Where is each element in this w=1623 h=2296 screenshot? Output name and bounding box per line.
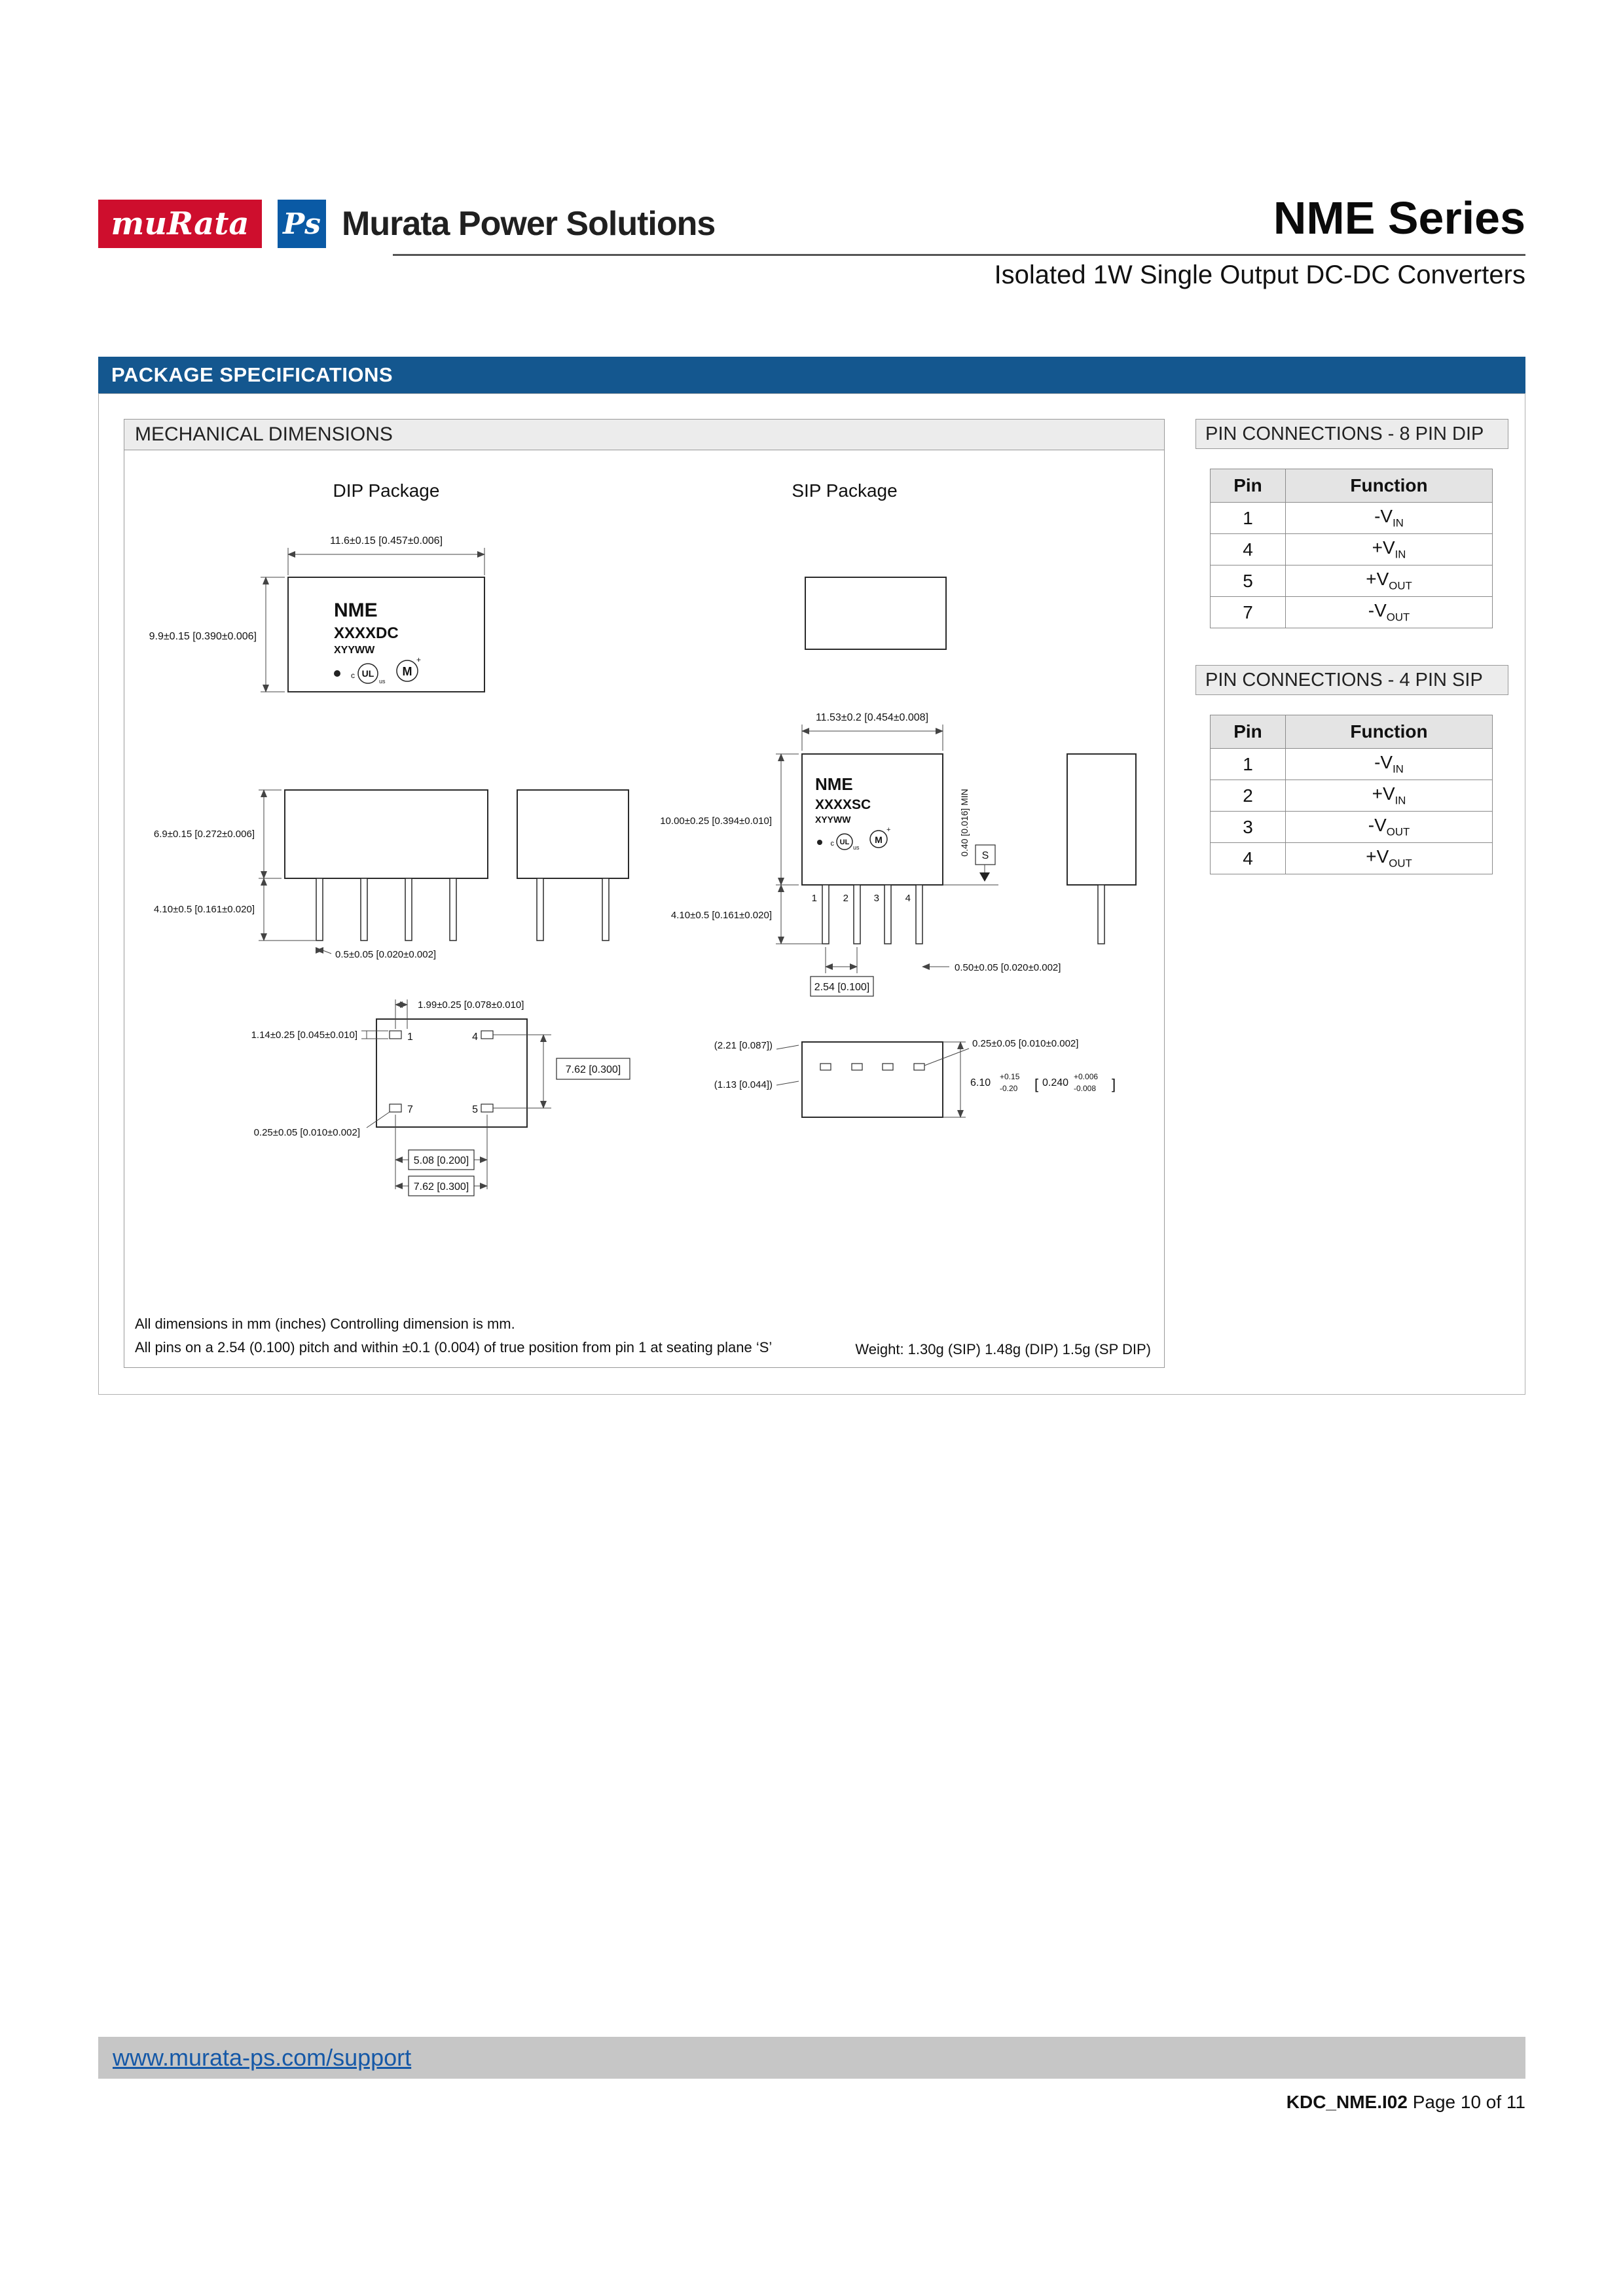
- sip-tol-mm: 6.10: [970, 1077, 991, 1088]
- pin-connections-dip-header: [1195, 419, 1508, 449]
- sip-part-line1: NME: [815, 774, 853, 794]
- sip-tol-inch-plus: +0.006: [1074, 1072, 1099, 1081]
- sip-pin-3-label: 3: [873, 893, 879, 904]
- dip-part-line3: XYYWW: [334, 645, 375, 656]
- series-subtitle: Isolated 1W Single Output DC-DC Converters: [994, 260, 1525, 289]
- table-row: [1211, 780, 1493, 812]
- mechanical-dimensions-header: [124, 420, 1164, 450]
- sip-murata-m-mark: M: [875, 834, 883, 845]
- dip-dim-pitch2: 5.08 [0.200]: [413, 1155, 469, 1166]
- sip-ul-us-mark: us: [853, 844, 860, 851]
- page-header: [98, 200, 715, 248]
- pin-function: $+V_{IN}$: [1286, 780, 1493, 812]
- dip-package-label: DIP Package: [333, 480, 440, 501]
- sip-tol-bracket-open: [: [1034, 1076, 1039, 1092]
- page-info: [1286, 2092, 1525, 2113]
- table-header-row: [1211, 715, 1493, 749]
- table-row: [1211, 503, 1493, 534]
- table-row: [1211, 812, 1493, 843]
- pin-number: 1: [1211, 749, 1286, 780]
- pin-number: 2: [1211, 780, 1286, 812]
- sip-side-view: [1067, 754, 1136, 944]
- footer-bar: [98, 2037, 1525, 2079]
- pin-connections-dip-table: [1210, 469, 1493, 628]
- ul-us-mark: us: [379, 678, 386, 685]
- dip-part-line1: NME: [334, 600, 378, 621]
- pin-connections-sip-header: [1195, 665, 1508, 695]
- sip-tol-mm-minus: -0.20: [1000, 1084, 1018, 1093]
- sip-dim-pitch: 2.54 [0.100]: [814, 982, 870, 993]
- sip-package-label: SIP Package: [792, 480, 898, 501]
- dip-dim-body-height: 6.9±0.15 [0.272±0.006]: [153, 829, 255, 840]
- dip-pin-4-label: 4: [472, 1031, 478, 1043]
- pin-number: 5: [1211, 565, 1286, 597]
- table-header-row: [1211, 469, 1493, 503]
- drawing-notes: [135, 1312, 1154, 1359]
- dip-pin-1-label: 1: [407, 1031, 413, 1043]
- sip-pin-4-label: 4: [905, 893, 911, 904]
- dip-part-line2: XXXXDC: [334, 624, 399, 642]
- ul-c-mark: c: [351, 671, 355, 680]
- mechanical-dimensions-title: MECHANICAL DIMENSIONS: [135, 423, 393, 445]
- power-solutions-ps-logo: [278, 200, 326, 248]
- sip-bottom-view: [714, 1038, 1116, 1117]
- dip-bottom-view: [251, 999, 630, 1196]
- sip-ul-mark: UL: [839, 838, 850, 846]
- murata-logo-text: muRata: [111, 206, 249, 242]
- sip-pin-1-label: 1: [811, 893, 817, 904]
- pin-number: 4: [1211, 534, 1286, 565]
- seating-plane-label: S: [981, 850, 989, 861]
- table-row: [1211, 565, 1493, 597]
- dip-dim-pad-height: 1.14±0.25 [0.045±0.010]: [251, 1030, 357, 1041]
- pin-function: $-V_{OUT}$: [1286, 597, 1493, 628]
- weight-note: Weight: 1.30g (SIP) 1.48g (DIP) 1.5g (SP DIP): [855, 1341, 1151, 1357]
- dip-dim-pin-length: 4.10±0.5 [0.161±0.020]: [153, 904, 255, 915]
- table-row: [1211, 597, 1493, 628]
- murata-plus-mark: +: [416, 655, 422, 664]
- note-dimensions: All dimensions in mm (inches) Controlling dimension is mm.: [135, 1316, 515, 1332]
- dip-dim-pad-thickness: 0.25±0.05 [0.010±0.002]: [253, 1127, 360, 1138]
- pin-number: 4: [1211, 843, 1286, 874]
- sip-dim-pad-x: (1.13 [0.044]): [714, 1079, 773, 1090]
- doc-id: KDC_NME.I02: [1286, 2092, 1408, 2112]
- pin-function: $+V_{IN}$: [1286, 534, 1493, 565]
- sip-top-view: [805, 577, 946, 649]
- dip-dim-row-space: 7.62 [0.300]: [565, 1064, 621, 1075]
- sip-ul-c-mark: c: [830, 840, 834, 848]
- pin-column-header: Pin: [1211, 715, 1286, 749]
- pin-number: 7: [1211, 597, 1286, 628]
- pin-connections-sip-title: PIN CONNECTIONS - 4 PIN SIP: [1205, 670, 1483, 691]
- table-row: [1211, 749, 1493, 780]
- sip-tol-inch: 0.240: [1042, 1077, 1069, 1088]
- dip-front-view: [154, 790, 488, 960]
- dip-dim-width: 11.6±0.15 [0.457±0.006]: [329, 535, 443, 547]
- sip-part-line3: XYYWW: [815, 814, 851, 825]
- pin-connections-dip-title: PIN CONNECTIONS - 8 PIN DIP: [1205, 423, 1484, 444]
- pin-connections-dip-section: [1195, 419, 1508, 628]
- sip-dim-pin-length: 4.10±0.5 [0.161±0.020]: [670, 910, 772, 921]
- dip-dim-row2: 7.62 [0.300]: [413, 1181, 469, 1193]
- murata-logo: [98, 200, 262, 248]
- sip-front-view: [660, 712, 1061, 996]
- sip-dim-width: 11.53±0.2 [0.454±0.008]: [815, 712, 929, 723]
- sip-part-line2: XXXXSC: [815, 797, 871, 812]
- sip-dim-pad-y: (2.21 [0.087]): [714, 1040, 773, 1051]
- series-title: NME Series: [1273, 192, 1525, 243]
- mechanical-drawing: [124, 450, 1164, 1294]
- sip-tol-bracket-close: ]: [1112, 1076, 1116, 1092]
- dip-dim-pad: 1.99±0.25 [0.078±0.010]: [418, 999, 524, 1011]
- pin-function: $-V_{IN}$: [1286, 749, 1493, 780]
- seating-plane-triangle-icon: [979, 872, 990, 882]
- package-specifications-banner: [98, 357, 1525, 393]
- dip-side-view: [517, 790, 629, 941]
- ul-mark: UL: [361, 668, 374, 679]
- sip-tol-inch-minus: -0.008: [1074, 1084, 1097, 1093]
- dip-pin-7-label: 7: [407, 1104, 413, 1115]
- table-row: [1211, 534, 1493, 565]
- note-pitch: All pins on a 2.54 (0.100) pitch and within ±0.1 (0.004) of true position from pin 1 at seating plane ‘S’: [135, 1339, 773, 1355]
- pin-number: 3: [1211, 812, 1286, 843]
- dip-pin-5-label: 5: [472, 1104, 478, 1115]
- sip-dim-pin-width: 0.50±0.05 [0.020±0.002]: [955, 962, 1061, 973]
- sip-tol-mm-plus: +0.15: [1000, 1072, 1020, 1081]
- sip-dim-body-height: 10.00±0.25 [0.394±0.010]: [660, 816, 772, 827]
- pin-function: $-V_{IN}$: [1286, 503, 1493, 534]
- pin-connections-sip-table: [1210, 715, 1493, 874]
- pin-number: 1: [1211, 503, 1286, 534]
- pin-function: $+V_{OUT}$: [1286, 565, 1493, 597]
- murata-m-mark: M: [402, 665, 412, 678]
- function-column-header: Function: [1286, 715, 1493, 749]
- banner-title: PACKAGE SPECIFICATIONS: [111, 363, 393, 386]
- mechanical-dimensions-pane: [124, 419, 1165, 1368]
- pin-column-header: Pin: [1211, 469, 1286, 503]
- dip-dim-depth: 9.9±0.15 [0.390±0.006]: [149, 631, 257, 642]
- dip-pin1-dot-icon: [334, 670, 340, 677]
- table-row: [1211, 843, 1493, 874]
- header-title-block: [994, 194, 1525, 290]
- sip-dim-pad-thickness: 0.25±0.05 [0.010±0.002]: [972, 1038, 1079, 1049]
- sip-murata-plus-mark: +: [886, 826, 891, 834]
- company-name: Murata Power Solutions: [342, 205, 716, 243]
- sip-pin1-dot-icon: [817, 840, 822, 845]
- page-number: Page 10 of 11: [1412, 2092, 1525, 2112]
- sip-dim-standoff: 0.40 [0.016] MIN: [959, 789, 970, 857]
- dip-dim-pin-width: 0.5±0.05 [0.020±0.002]: [335, 949, 437, 960]
- function-column-header: Function: [1286, 469, 1493, 503]
- support-link[interactable]: www.murata-ps.com/support: [113, 2044, 412, 2071]
- dip-top-view: [149, 535, 484, 692]
- sip-pin-2-label: 2: [843, 893, 848, 904]
- pin-function: $-V_{OUT}$: [1286, 812, 1493, 843]
- pin-function: $+V_{OUT}$: [1286, 843, 1493, 874]
- ps-logo-text: Ps: [283, 207, 321, 241]
- pin-connections-sip-section: [1195, 665, 1508, 874]
- package-specifications-panel: [98, 393, 1525, 1395]
- pin-connections-column: [1195, 419, 1508, 874]
